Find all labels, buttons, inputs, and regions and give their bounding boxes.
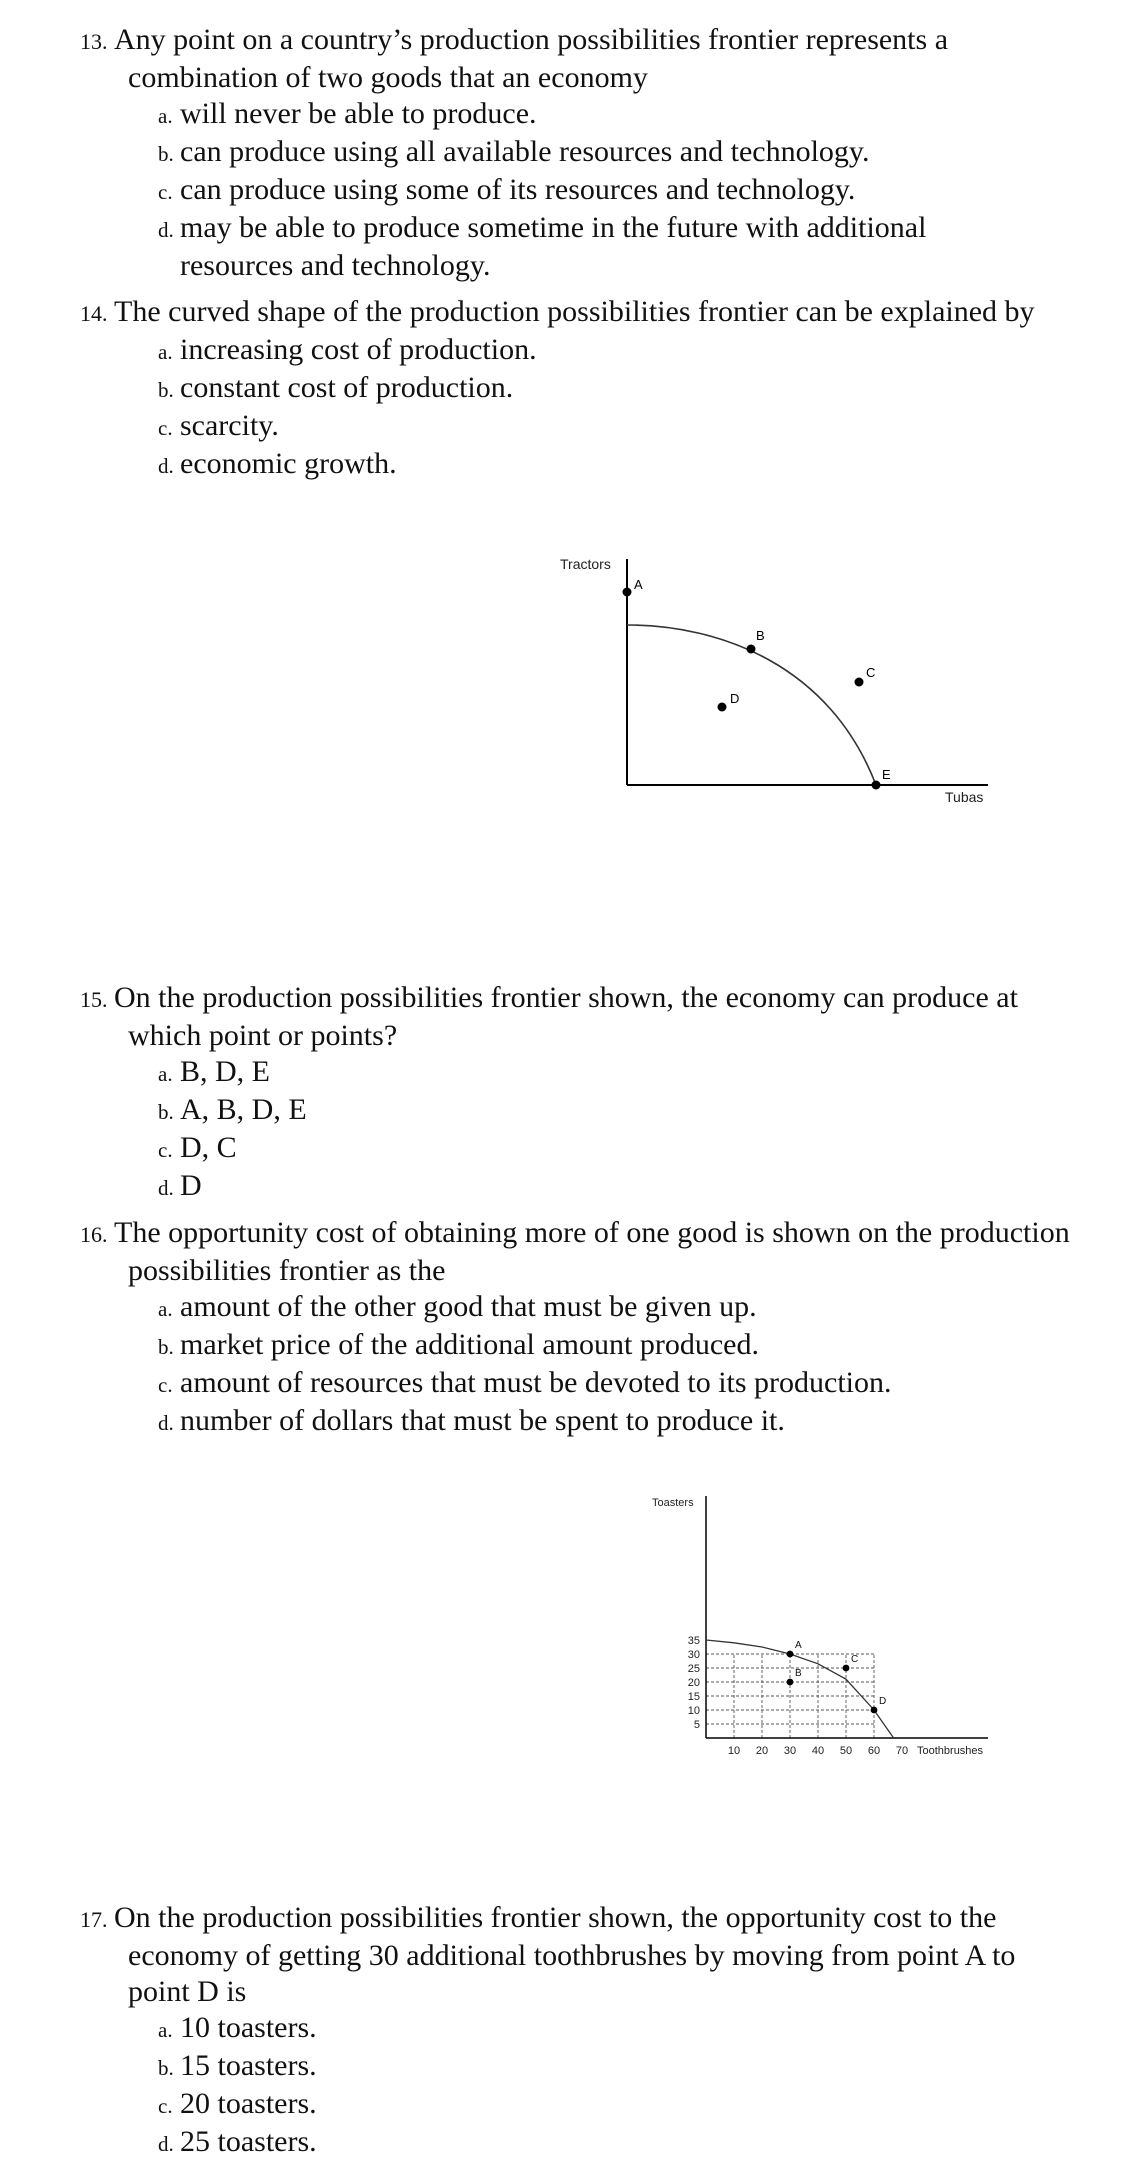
point-b-marker <box>787 1679 794 1686</box>
option-letter: c. <box>158 2094 173 2118</box>
point-d-marker <box>718 703 727 712</box>
option-d <box>158 2124 1080 2162</box>
option-text: A, B, D, E <box>180 1093 307 1126</box>
point-b-label: B <box>795 1668 802 1679</box>
question-stem <box>80 22 1080 96</box>
option-letter: d. <box>158 2132 174 2156</box>
option-c <box>158 2086 1080 2124</box>
option-text: 15 toasters. <box>180 2049 317 2082</box>
point-b-label: B <box>756 628 765 643</box>
point-a-marker <box>787 1651 794 1658</box>
option-letter: d. <box>158 1411 174 1435</box>
option-b <box>158 1092 1080 1130</box>
point-d-label: D <box>730 691 740 706</box>
question-number: 15. <box>80 987 108 1012</box>
option-letter: a. <box>158 2018 173 2042</box>
option-text: market price of the additional amount produced. <box>180 1328 759 1361</box>
option-a <box>158 1054 1080 1092</box>
option-a <box>158 96 1080 134</box>
y-tick-label: 10 <box>687 1705 700 1717</box>
x-tick-label: 70 <box>895 1745 909 1757</box>
point-c-marker <box>855 678 864 687</box>
option-letter: b. <box>158 142 174 166</box>
option-letter: b. <box>158 2056 174 2080</box>
option-letter: d. <box>158 1176 174 1200</box>
y-tick-label: 35 <box>687 1635 700 1647</box>
option-text: may be able to produce sometime in the future with additional resources and technology. <box>180 211 927 282</box>
point-a-label: A <box>634 577 643 592</box>
option-letter: b. <box>158 1335 174 1359</box>
option-letter: d. <box>158 218 174 242</box>
option-b <box>158 370 1080 408</box>
option-text: constant cost of production. <box>180 371 514 404</box>
question-stem <box>80 980 1080 1054</box>
question-text: The opportunity cost of obtaining more of one good is shown on the production possibilities frontier as the <box>114 1216 1070 1287</box>
option-letter: c. <box>158 416 173 440</box>
option-text: can produce using some of its resources and technology. <box>180 173 856 206</box>
option-a <box>158 2010 1080 2048</box>
point-e-marker <box>872 781 881 790</box>
option-text: D <box>180 1169 202 1202</box>
question-number: 16. <box>80 1222 108 1247</box>
option-letter: a. <box>158 340 173 364</box>
question-stem <box>80 1215 1080 1289</box>
point-a-label: A <box>795 1640 802 1651</box>
option-letter: a. <box>158 1062 173 1086</box>
option-d <box>158 446 1080 484</box>
question-13 <box>80 22 1080 284</box>
option-text: increasing cost of production. <box>180 333 537 366</box>
question-text: On the production possibilities frontier shown, the economy can produce at which point or points? <box>114 981 1018 1052</box>
option-text: number of dollars that must be spent to produce it. <box>180 1404 785 1437</box>
option-b <box>158 134 1080 172</box>
question-number: 17. <box>80 1907 108 1932</box>
question-text: The curved shape of the production possibilities frontier can be explained by <box>114 295 1035 328</box>
point-e-label: E <box>882 767 891 782</box>
point-c-label: C <box>866 665 876 680</box>
option-text: D, C <box>180 1131 237 1164</box>
option-letter: d. <box>158 454 174 478</box>
question-16 <box>80 1215 1080 1441</box>
option-d <box>158 210 1000 284</box>
question-number: 13. <box>80 29 108 54</box>
point-a-marker <box>623 588 632 597</box>
option-b <box>158 1327 1080 1365</box>
option-letter: b. <box>158 1100 174 1124</box>
option-letter: a. <box>158 1297 173 1321</box>
option-text: 20 toasters. <box>180 2087 317 2120</box>
option-letter: a. <box>158 104 173 128</box>
option-c <box>158 408 1080 446</box>
y-tick-label: 20 <box>687 1677 700 1689</box>
option-text: 25 toasters. <box>180 2125 317 2158</box>
ppf-curve <box>706 1640 894 1738</box>
question-text: On the production possibilities frontier shown, the opportunity cost to the economy of getting 30 additional toothbrushes by moving from point A to point D is <box>114 1901 1016 2008</box>
option-d <box>158 1168 1080 1206</box>
question-number: 14. <box>80 301 108 326</box>
option-text: amount of the other good that must be given up. <box>180 1290 757 1323</box>
option-text: 10 toasters. <box>180 2011 317 2044</box>
question-text: Any point on a country’s production possibilities frontier represents a combination of two goods that an economy <box>114 23 949 94</box>
x-tick-label: 40 <box>811 1745 825 1757</box>
y-axis-label: Tractors <box>560 556 611 572</box>
x-tick-label: 20 <box>755 1745 769 1757</box>
question-stem <box>80 294 1080 332</box>
y-tick-label: 5 <box>693 1719 700 1731</box>
option-c <box>158 172 1080 210</box>
x-axis-label: Toothbrushes <box>917 1745 984 1757</box>
y-axis-label: Toasters <box>652 1497 694 1509</box>
point-c-label: C <box>851 1654 859 1665</box>
x-tick-label: 30 <box>783 1745 797 1757</box>
x-tick-label: 10 <box>727 1745 741 1757</box>
ppf-chart-toasters-toothbrushes <box>640 1488 1000 1768</box>
x-tick-label: 60 <box>867 1745 881 1757</box>
point-d-marker <box>871 1707 878 1714</box>
option-d <box>158 1403 1080 1441</box>
option-a <box>158 1289 1080 1327</box>
option-text: can produce using all available resources and technology. <box>180 135 870 168</box>
option-text: amount of resources that must be devoted to its production. <box>180 1366 892 1399</box>
question-14 <box>80 294 1080 484</box>
ppf-chart-tractors-tubas <box>550 545 1000 815</box>
option-letter: b. <box>158 378 174 402</box>
option-text: economic growth. <box>180 447 397 480</box>
option-letter: c. <box>158 1138 173 1162</box>
option-c <box>158 1365 1080 1403</box>
y-tick-label: 15 <box>687 1691 700 1703</box>
option-letter: c. <box>158 180 173 204</box>
option-text: B, D, E <box>180 1055 270 1088</box>
point-c-marker <box>843 1665 850 1672</box>
option-a <box>158 332 1080 370</box>
x-axis-label: Tubas <box>945 789 984 805</box>
question-stem <box>80 1900 1080 2010</box>
question-17 <box>80 1900 1080 2162</box>
y-tick-label: 30 <box>687 1649 700 1661</box>
question-15 <box>80 980 1080 1206</box>
point-b-marker <box>747 645 756 654</box>
option-b <box>158 2048 1080 2086</box>
y-tick-label: 25 <box>687 1663 700 1675</box>
option-c <box>158 1130 1080 1168</box>
option-text: will never be able to produce. <box>180 97 537 130</box>
option-text: scarcity. <box>180 409 279 442</box>
x-tick-label: 50 <box>839 1745 853 1757</box>
option-letter: c. <box>158 1373 173 1397</box>
point-d-label: D <box>879 1696 887 1707</box>
